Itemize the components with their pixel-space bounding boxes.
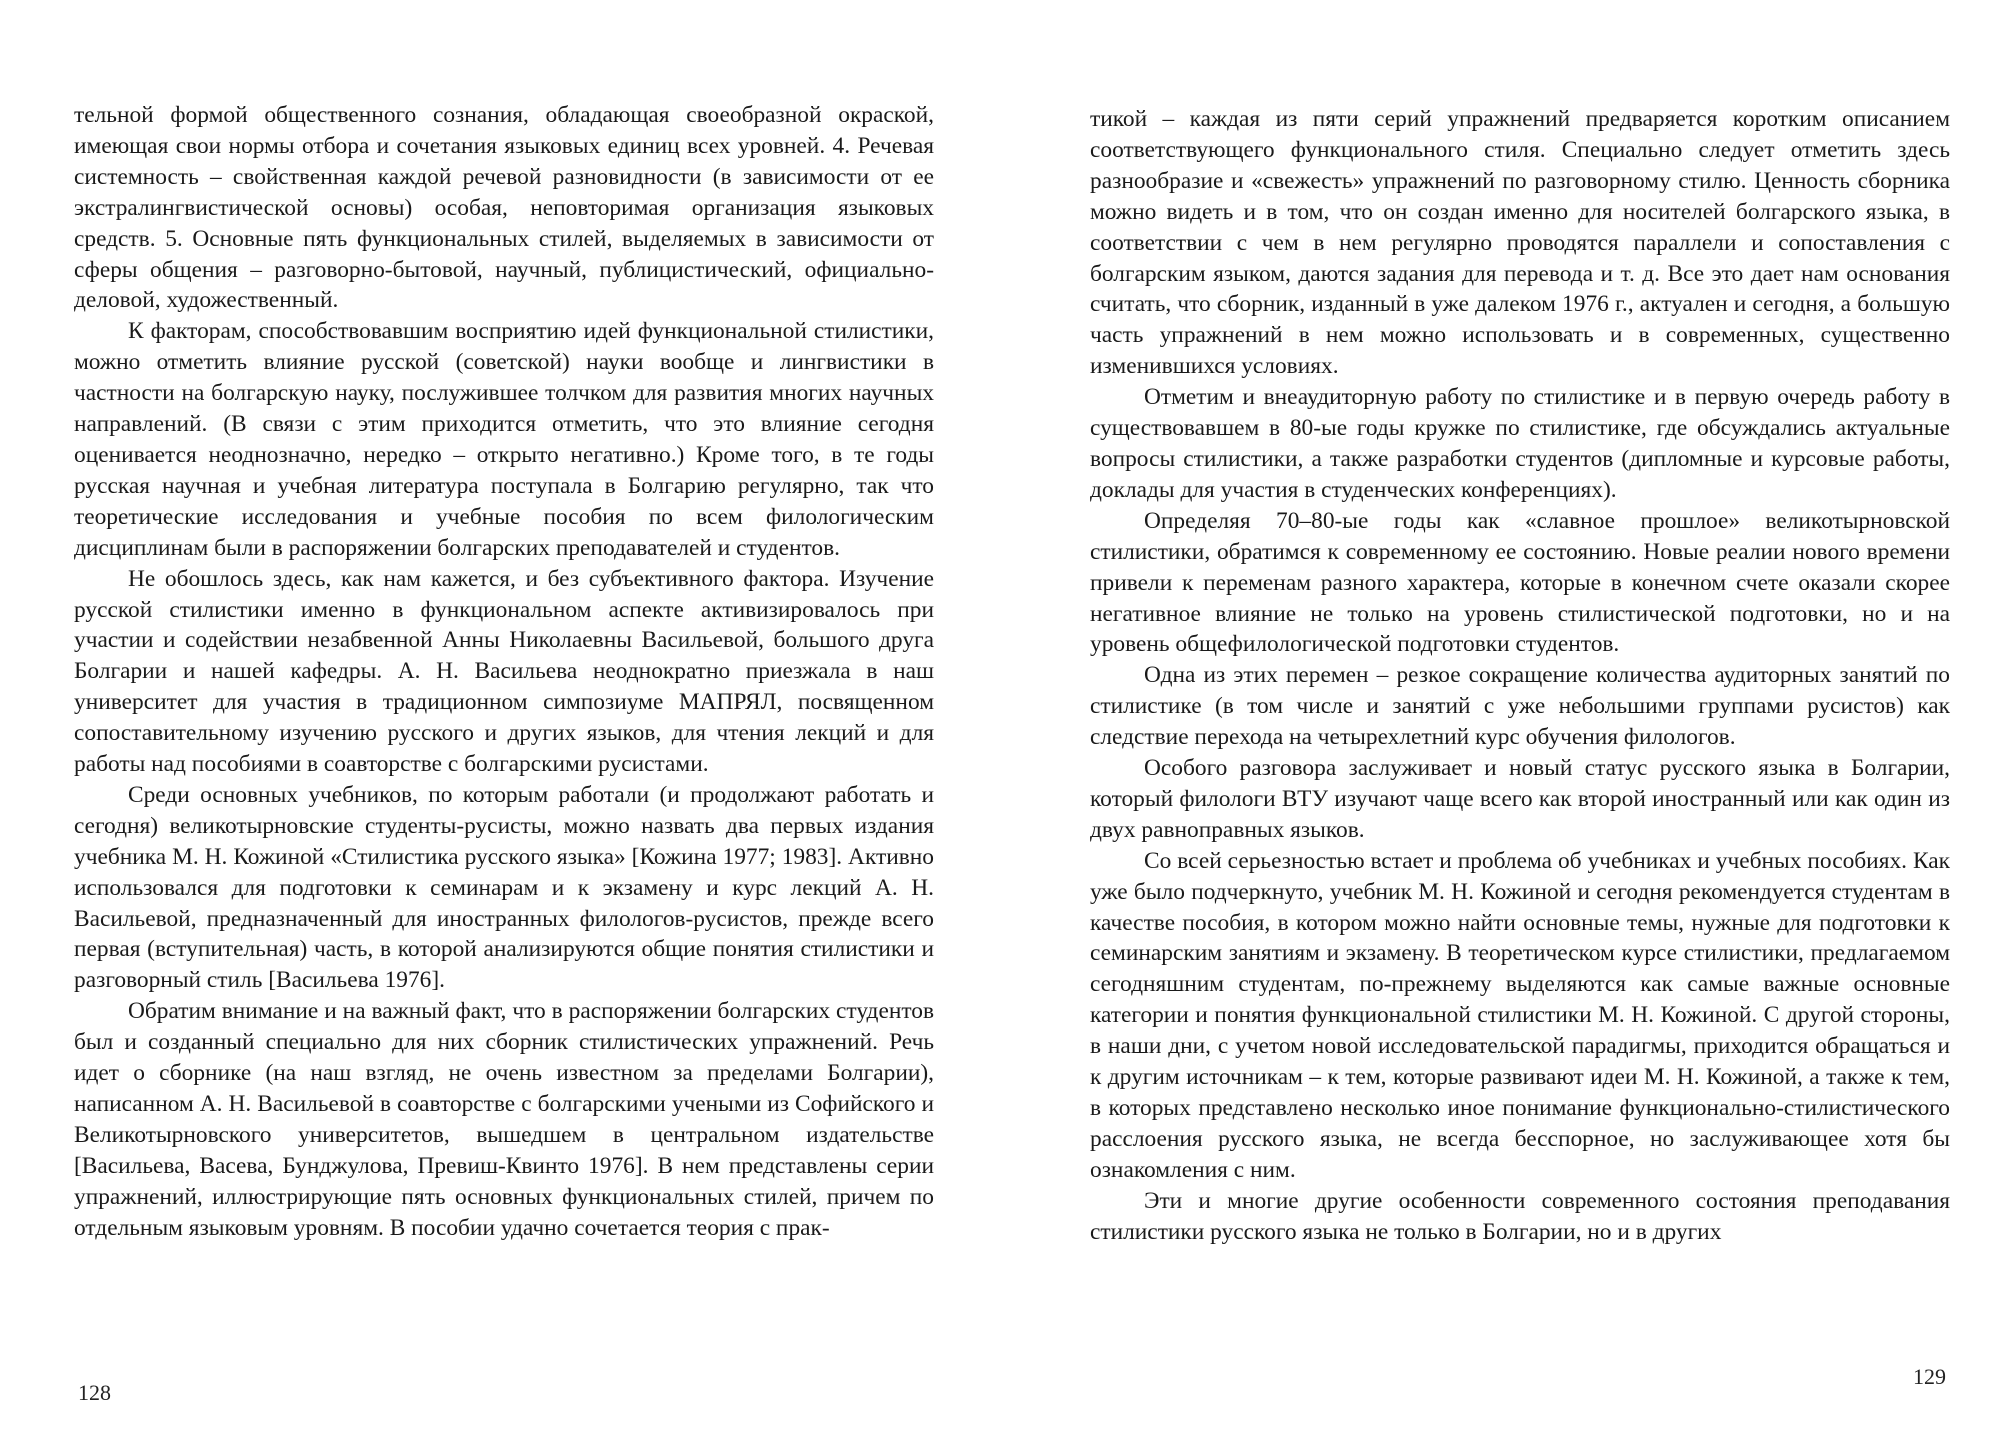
paragraph: Не обошлось здесь, как нам кажется, и без субъективного фактора. Изучение русской стилистики именно в функциональном аспекте активизировалось при участии и содействии незабвенной Анны Николаевны Васильевой, большого друга Болгарии и нашей кафедры. А. Н. Васильева неоднократно приезжала в наш университет для участия в традиционном симпозиуме МАПРЯЛ, посвященном сопоставительному изучению русского и других языков, для чтения лекций и для работы над пособиями в соавторстве с болгарскими русистами.: [74, 565, 934, 778]
paragraph: Эти и многие другие особенности современного состояния преподавания стилистики русского языка не только в Болгарии, но и в других: [1090, 1187, 1950, 1245]
paragraph: Одна из этих перемен – резкое сокращение количества аудиторных занятий по стилистике (в том числе и занятий с уже небольшими группами русистов) как следствие перехода на четырехлетний курс обучения филологов.: [1090, 662, 1950, 751]
paragraph: Со всей серьезностью встает и проблема об учебниках и учебных пособиях. Как уже было подчеркнуто, учебник М. Н. Кожиной и сегодня рекомендуется студентам в качестве пособия, в котором можно найти основные темы, нужные для подготовки к семинарским занятиям и экзамену. В теоретическом курсе стилистики, предлагаемом сегодняшним студентам, по-прежнему выделяются как самые важные основные категории и понятия функциональной стилистики М. Н. Кожиной. С другой стороны, в наши дни, с учетом новой исследовательской парадигмы, приходится обращаться и к другим источникам – к тем, которые развивают идеи М. Н. Кожиной, а также к тем, в которых представлено несколько иное понимание функционально-стилистического расслоения русского языка, не всегда бесспорное, но заслуживающее хотя бы ознакомления с ним.: [1090, 847, 1950, 1183]
paragraph: Среди основных учебников, по которым работали (и продолжают работать и сегодня) великотырновские студенты-русисты, можно назвать два первых издания учебника М. Н. Кожиной «Стилистика русского языка» [Кожина 1977; 1983]. Активно использовался для подготовки к семинарам и к экзамену и курс лекций А. Н. Васильевой, предназначенный для иностранных филологов-русистов, прежде всего первая (вступительная) часть, в которой анализируются общие понятия стилистики и разговорный стиль [Васильева 1976].: [74, 781, 934, 994]
paragraph: Обратим внимание и на важный факт, что в распоряжении болгарских студентов был и созданный специально для них сборник стилистических упражнений. Речь идет о сборнике (на наш взгляд, не очень известном за пределами Болгарии), написанном А. Н. Васильевой в соавторстве с болгарскими учеными из Софийского и Великотырновского университетов, вышедшем в центральном издательстве [Васильева, Васева, Бунджулова, Превиш-Квинто 1976]. В нем представлены серии упражнений, иллюстрирующие пять основных функциональных стилей, причем по отдельным языковым уровням. В пособии удачно сочетается теория с прак-: [74, 998, 934, 1241]
paragraph: Особого разговора заслуживает и новый статус русского языка в Болгарии, который филологи ВТУ изучают чаще всего как второй иностранный или как один из двух равноправных языков.: [1090, 755, 1950, 843]
left-page: [74, 100, 934, 1244]
right-page: [1090, 104, 1950, 1248]
page-number-left: 128: [78, 1380, 111, 1405]
page-number-right: 129: [1913, 1364, 1946, 1389]
paragraph: Отметим и внеаудиторную работу по стилистике и в первую очередь работу в существовавшем в 80-ые годы кружке по стилистике, где обсуждались актуальные вопросы стилистики, а также разработки студентов (дипломные и курсовые работы, доклады для участия в студенческих конференциях).: [1090, 384, 1950, 503]
paragraph: тикой – каждая из пяти серий упражнений предваряется коротким описанием соответствующего функционального стиля. Специально следует отметить здесь разнообразие и «свежесть» упражнений по разговорному стилю. Ценность сборника можно видеть и в том, что он создан именно для носителей болгарского языка, в соответствии с чем в нем регулярно проводятся параллели и сопоставления с болгарским языком, даются задания для перевода и т. д. Все это дает нам основания считать, что сборник, изданный в уже далеком 1976 г., актуален и сегодня, а большую часть упражнений в нем можно использовать и в современных, существенно изменившихся условиях.: [1090, 106, 1950, 380]
paragraph: К факторам, способствовавшим восприятию идей функциональной стилистики, можно отметить влияние русской (советской) науки вообще и лингвистики в частности на болгарскую науку, послужившее толчком для развития многих научных направлений. (В связи с этим приходится отметить, что это влияние сегодня оценивается неоднозначно, нередко – открыто негативно.) Кроме того, в те годы русская научная и учебная литература поступала в Болгарию регулярно, так что теоретические исследования и учебные пособия по всем филологическим дисциплинам были в распоряжении болгарских преподавателей и студентов.: [74, 318, 934, 561]
paragraph: Определяя 70–80-ые годы как «славное прошлое» великотырновской стилистики, обратимся к современному ее состоянию. Новые реалии нового времени привели к переменам разного характера, которые в конечном счете оказали скорее негативное влияние не только на уровень стилистической подготовки, но и на уровень общефилологической подготовки студентов.: [1090, 507, 1950, 658]
paragraph: тельной формой общественного сознания, обладающая своеобразной окраской, имеющая свои нормы отбора и сочетания языковых единиц всех уровней. 4. Речевая системность – свойственная каждой речевой разновидности (в зависимости от ее экстралингвистической основы) особая, неповторимая организация языковых средств. 5. Основные пять функциональных стилей, выделяемых в зависимости от сферы общения – разговорно-бытовой, научный, публицистический, официально-деловой, художественный.: [74, 102, 934, 314]
